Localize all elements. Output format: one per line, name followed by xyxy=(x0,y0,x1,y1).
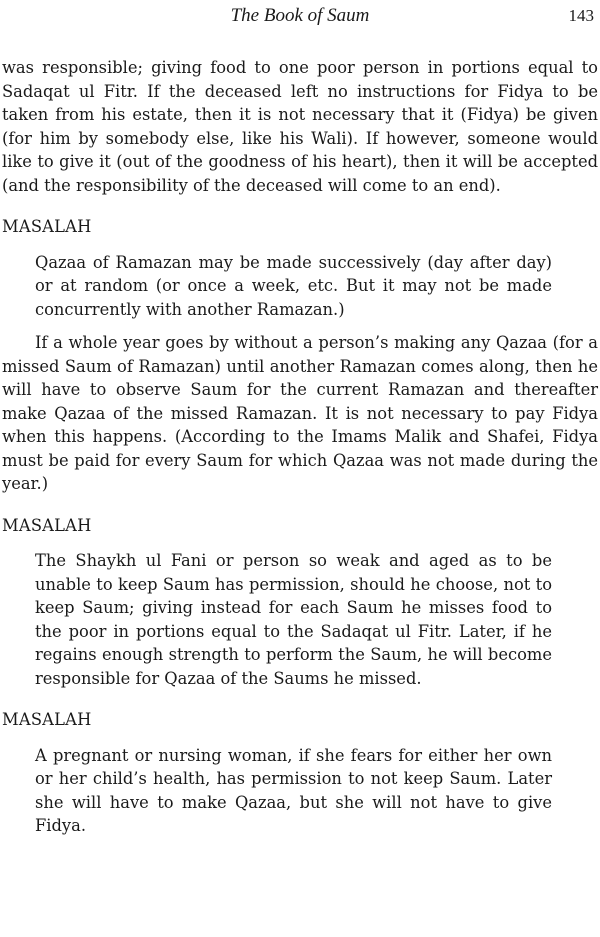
page-number: 143 xyxy=(568,6,594,25)
running-title: The Book of Saum xyxy=(230,5,370,26)
spacer xyxy=(0,239,600,251)
spacer xyxy=(0,690,600,708)
spacer xyxy=(0,496,600,514)
page-body xyxy=(0,56,600,838)
spacer xyxy=(0,537,600,549)
section-heading-masalah: MASALAH xyxy=(2,217,92,236)
paragraph-continuation: was responsible; giving food to one poor person in portions equal to Sadaqat ul Fitr. If the deceased left no instructions for Fidya to be taken from his estate, then it is not necessary that it (Fidya) be given (for him by somebody else, like his Wali). If however, someone would like to give it (out of the goodness of his heart), then it will be accepted (and the responsibility of the deceased will come to an end). xyxy=(2,58,598,195)
section-heading-masalah: MASALAH xyxy=(2,710,92,729)
section-heading-masalah: MASALAH xyxy=(2,515,92,535)
paragraph-missed-year: If a whole year goes by without a person’s making any Qazaa (for a missed Saum of Ramazan) until another Ramazan comes along, then he will have to observe Saum for the current Ramazan and thereafter make Qazaa of the missed Ramazan. It is not necessary to pay Fidya when this happens. (According to the Imams Malik and Shafei, Fidya must be paid for every Saum for which Qazaa was not made during the year.) xyxy=(2,333,598,493)
spacer xyxy=(0,732,600,744)
spacer xyxy=(0,321,600,331)
paragraph-pregnant-woman: A pregnant or nursing woman, if she fears for either her own or her child’s health, has permission to not keep Saum. Later she will have to make Qazaa, but she will not have to give Fidya. xyxy=(35,745,552,835)
paragraph-qazaa-order: Qazaa of Ramazan may be made successively (day after day) or at random (or once a week, etc. But it may not be made concurrently with another Ramazan.) xyxy=(35,252,552,319)
paragraph-shaykh-ul-fani: The Shaykh ul Fani or person so weak and aged as to be unable to keep Saum has permission, should he choose, not to keep Saum; giving instead for each Saum he misses food to the poor in portions equal to the Sadaqat ul Fitr. Later, if he regains enough strength to perform the Saum, he will become responsible for Qazaa of the Saums he missed. xyxy=(35,551,552,688)
spacer xyxy=(0,197,600,215)
running-header xyxy=(0,4,600,28)
